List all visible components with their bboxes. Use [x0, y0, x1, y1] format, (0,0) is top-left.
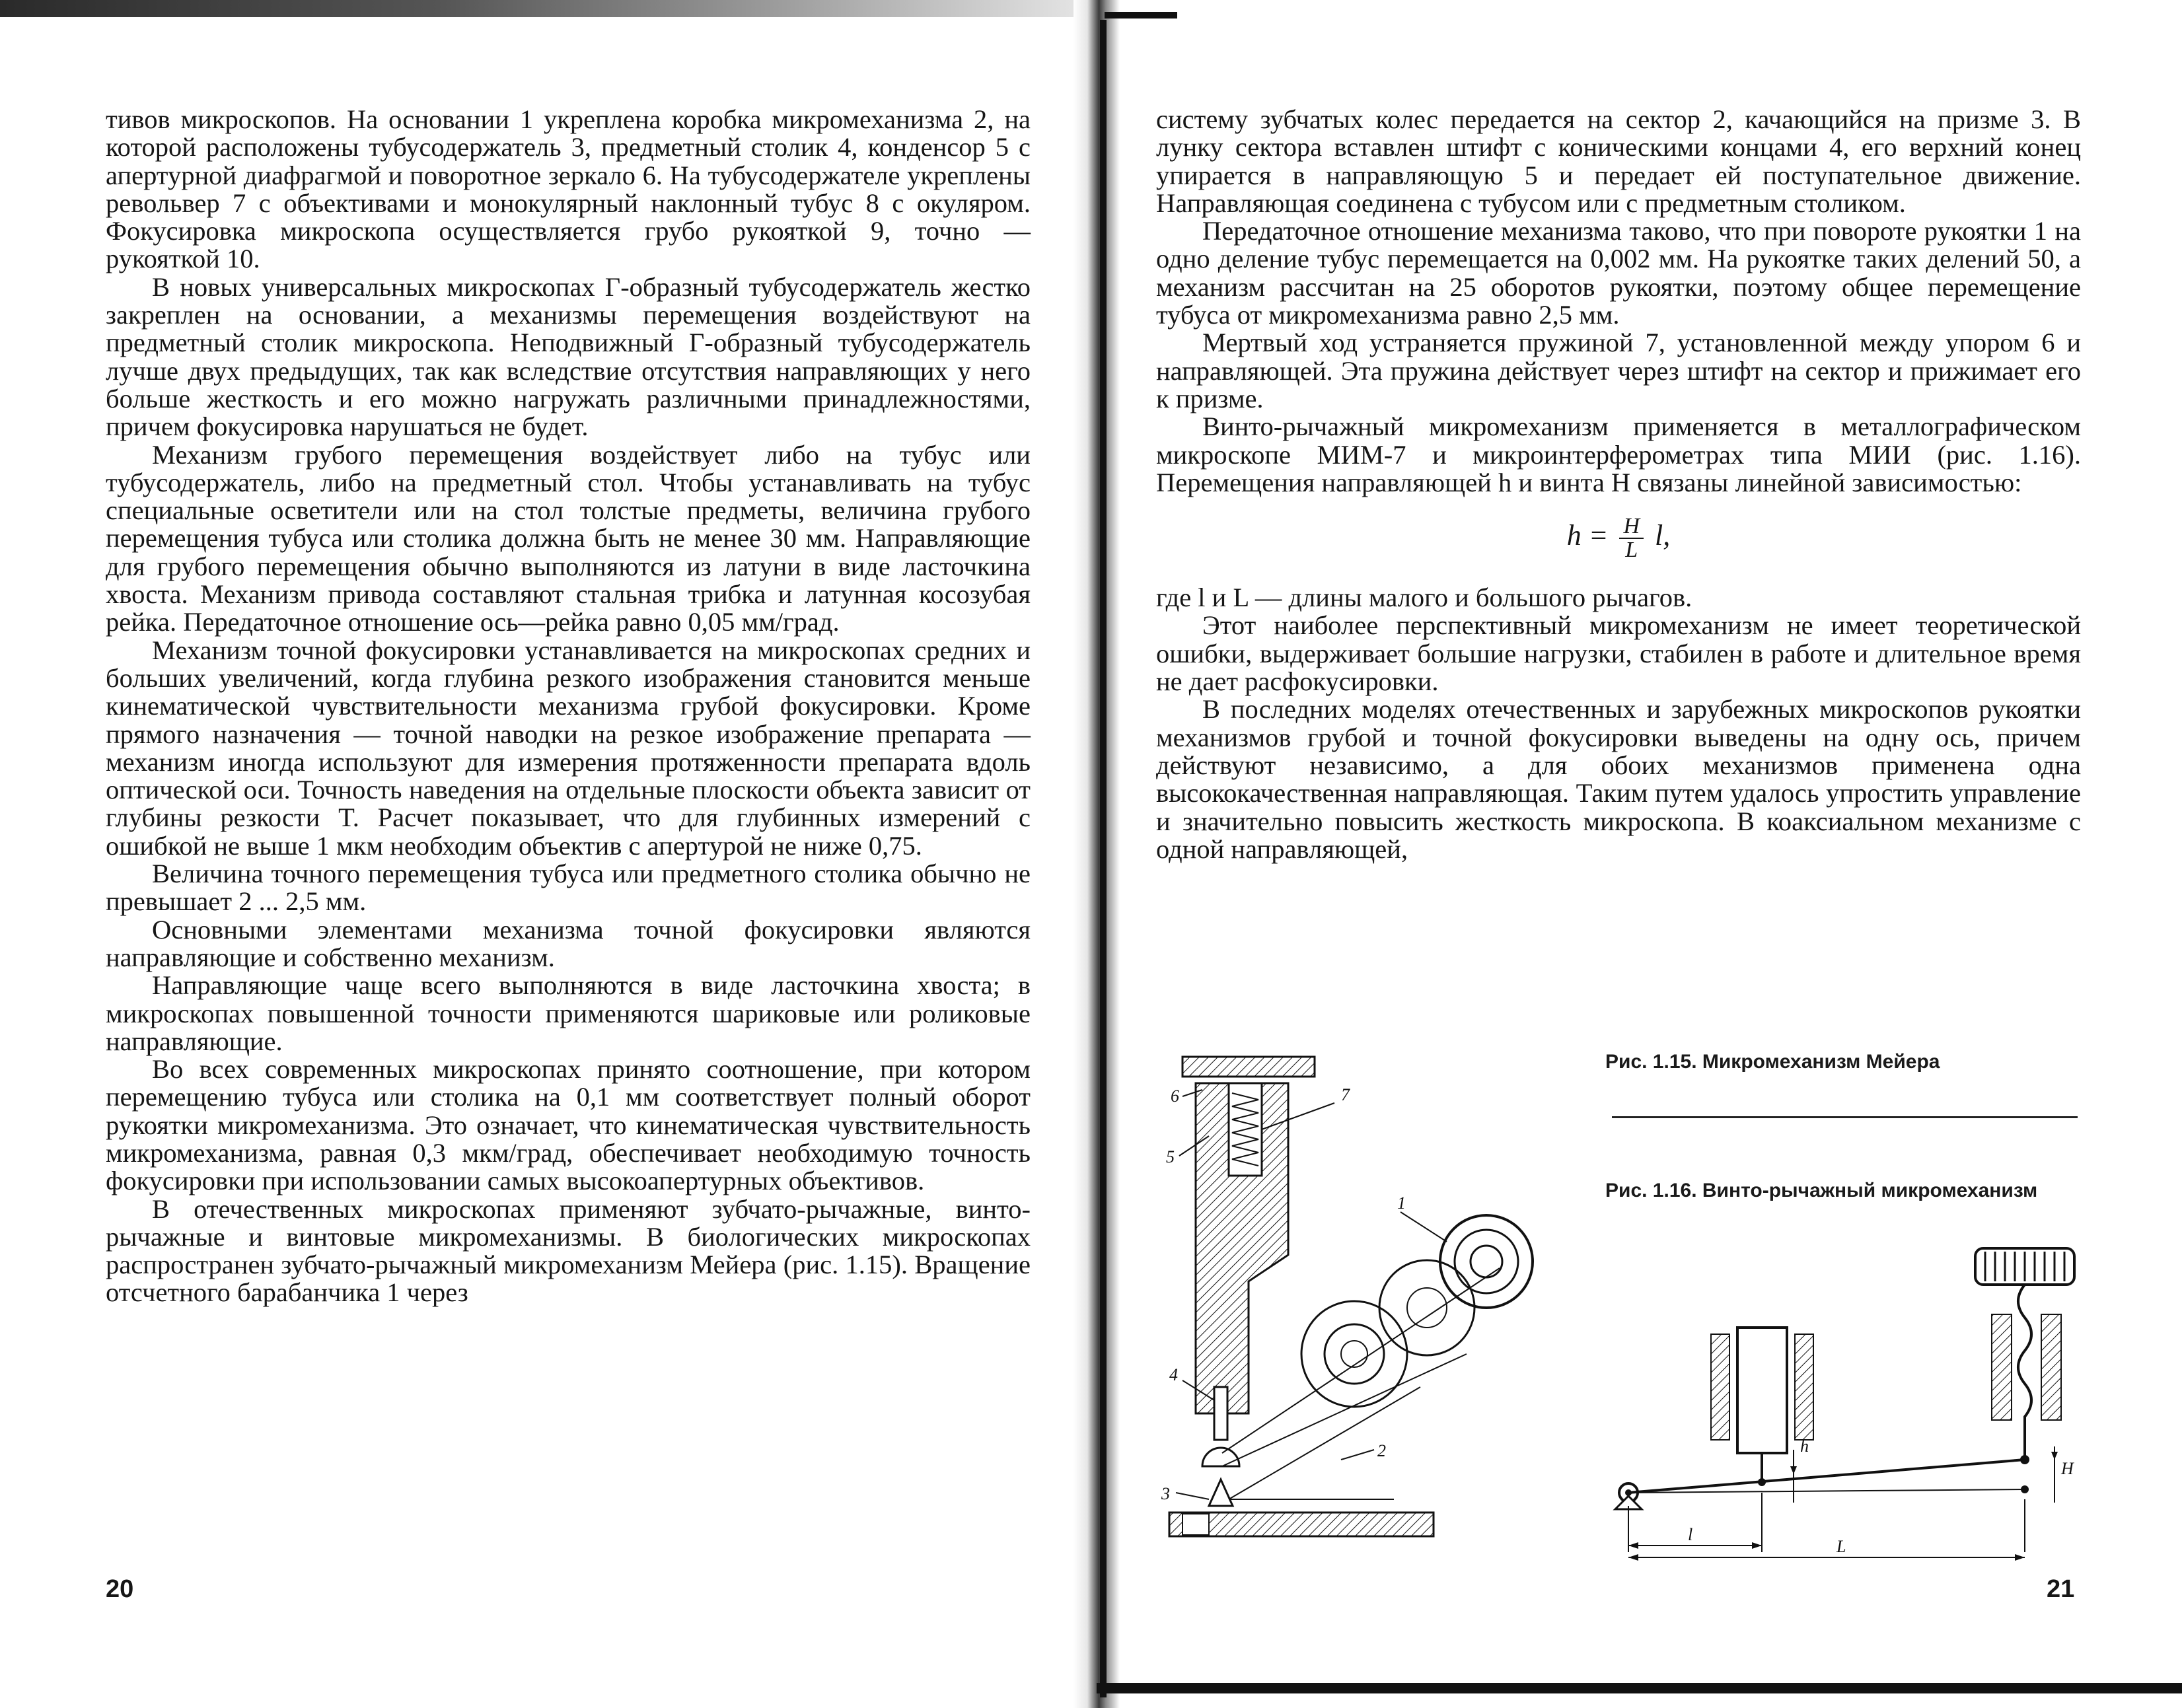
formula-numerator: H: [1619, 515, 1644, 539]
guide: [1737, 1328, 1787, 1453]
fig-label: 3: [1161, 1484, 1170, 1503]
figure-meyer-micromechanism: [1156, 1044, 1566, 1572]
figure-caption-1-15: Рис. 1.15. Микромеханизм Мейера: [1605, 1051, 1940, 1073]
book-gutter: [1073, 0, 1120, 1708]
page-number-right: 21: [2047, 1575, 2075, 1603]
gear: [1301, 1301, 1407, 1407]
scan-edge-strip: [0, 0, 1097, 17]
paragraph: Основными элементами механизма точной фокусировки являются направляющие и собственно механизм.: [106, 914, 1031, 972]
conical-pin: [1214, 1387, 1227, 1440]
paragraph: Направляющие чаще всего выполняются в виде ласточкина хвоста; в микроскопах повышенной точности применяются шариковые или роликовые направляющие.: [106, 970, 1031, 1056]
gear: [1379, 1260, 1474, 1355]
paragraph: В новых универсальных микроскопах Г-образный тубусодержатель жестко закреплен на основании, а механизмы перемещения воздействуют на предметный столик микроскопа. Неподвижный Г-образный тубусодержатель лучше двух предыдущих, так как вследствие отсутствия направляющих у него больше жесткость и его можно нагружать различными принадлежностями, причем фокусировка нарушаться не будет.: [106, 271, 1031, 442]
paragraph: В отечественных микроскопах применяют зубчато-рычажные, винто-рычажные и винтовые микромеханизмы. В биологических микроскопах распространен зубчато-рычажный микромеханизм Мейера (рис. 1.15). Вращение отсчетного барабанчика 1 через: [106, 1193, 1031, 1308]
scan-artifact-bottom: [1097, 1683, 2182, 1693]
formula-lhs: h =: [1566, 519, 1609, 552]
top-stop-plate: [1182, 1057, 1315, 1077]
paragraph: Механизм грубого перемещения воздействует либо на тубус или тубусодержатель, либо на предметный стол. Чтобы устанавливать на тубус специальные осветители или на стол толстые предметы, величина грубого перемещения тубуса или столика должна быть не менее 30 мм. Направляющие для грубого перемещения обычно выполняются из латуни в виде ласточкина хвоста. Механизм привода составляют стальная трибка и латунная косозубая рейка. Передаточное отношение ось—рейка равно 0,05 мм/град.: [106, 439, 1031, 637]
formula-rhs: l,: [1655, 519, 1671, 552]
paragraph: Передаточное отношение механизма таково, что при повороте рукоятки 1 на одно деление тубус перемещается на 0,002 мм. На рукоятке таких делений 50, а механизм рассчитан на 25 оборотов рукоятки, поэтому общее перемещение тубуса от микромеханизма равно 2,5 мм.: [1156, 216, 2081, 330]
paragraph: систему зубчатых колес передается на сектор 2, качающийся на призме 3. В лунку сектора вставлен штифт с коническими концами 4, его верхний конец упирается в направляющую 5 и передает ей поступательное движение. Направляющая соединена с тубусом или с предметным столиком.: [1156, 104, 2081, 218]
lever: [1628, 1460, 2025, 1493]
paragraph: тивов микроскопов. На основании 1 укреплена коробка микромеханизма 2, на которой расположены тубусодержатель 3, предметный столик 4, конденсор 5 с апертурной диафрагмой и поворотное зеркало 6. На тубусодержателе укреплены револьвер 7 с объективами и монокулярный наклонный тубус 8 с окуляром. Фокусировка микроскопа осуществляется грубо рукояткой 9, точно — рукояткой 10.: [106, 104, 1031, 274]
left-page: [106, 106, 1031, 1307]
paragraph: Винто-рычажный микромеханизм применяется в металлографическом микроскопе МИМ-7 и микроинтерферометрах типа МИИ (рис. 1.16). Перемещения направляющей h и винта H связаны линейной зависимостью:: [1156, 411, 2081, 497]
figure-caption-1-16: Рис. 1.16. Винто-рычажный микромеханизм: [1605, 1180, 2038, 1201]
figure-screw-lever-micromechanism: [1599, 1242, 2101, 1585]
fig-label: H: [2061, 1459, 2074, 1478]
fig-label: h: [1800, 1437, 1809, 1456]
paragraph: Во всех современных микроскопах принято соотношение, при котором перемещению тубуса или столика на 0,1 мм соответствует полный оборот рукоятки микромеханизма. Это означает, что кинематическая чувствительность микромеханизма, равная 0,3 мкм/град, обеспечивает необходимую точность фокусировки при использовании самых высокоапертурных объективов.: [106, 1054, 1031, 1196]
screw: [2018, 1285, 2031, 1460]
page-number-left: 20: [106, 1575, 134, 1603]
fig-label: 2: [1377, 1441, 1386, 1460]
paragraph: где l и L — длины малого и большого рычагов.: [1156, 583, 1692, 613]
fig-label: 7: [1341, 1085, 1350, 1104]
formula: [1156, 515, 2081, 561]
fig-label: L: [1837, 1537, 1846, 1556]
fig-label: 6: [1171, 1086, 1179, 1106]
paragraph: В последних моделях отечественных и зарубежных микроскопов рукоятки механизмов грубой и точной фокусировки выведены на одну ось, причем действуют независимо, а для обоих механизмов применена одна высококачественная направляющая. Таким путем удалось упростить управление и значительно повысить жесткость микроскопа. В коаксиальном механизме с одной направляющей,: [1156, 694, 2081, 864]
prism: [1209, 1479, 1233, 1506]
formula-fraction: [1619, 515, 1644, 561]
right-page: [1156, 106, 2081, 863]
paragraph: Величина точного перемещения тубуса или предметного столика обычно не превышает 2 ... 2,5 мм.: [106, 859, 1031, 917]
fig-label: l: [1688, 1525, 1693, 1544]
fig-label: 5: [1166, 1147, 1175, 1166]
fig-label: 1: [1397, 1193, 1406, 1213]
caption-rule: [1612, 1116, 2078, 1118]
paragraph: Мертвый ход устраняется пружиной 7, установленной между упором 6 и направляющей. Эта пружина действует через штифт на сектор и прижимает его к призме.: [1156, 328, 2081, 413]
formula-denominator: L: [1625, 538, 1638, 563]
paragraph: Механизм точной фокусировки устанавливается на микроскопах средних и больших увеличений, когда глубина резкого изображения становится меньше кинематической чувствительности механизма грубой фокусировки. Кроме прямого назначения — точной наводки на резкое изображение препарата — механизм иногда используют для измерения протяженности препарата вдоль оптической оси. Точность наведения на отдельные плоскости объекта зависит от глубины резкости T. Расчет показывает, что для глубинных измерений с ошибкой не выше 1 мкм необходим объектив с апертурой не ниже 0,75.: [106, 635, 1031, 861]
paragraph: Этот наиболее перспективный микромеханизм не имеет теоретической ошибки, выдерживает большие нагрузки, стабилен в работе и длительное время не дает расфокусировки.: [1156, 610, 2081, 697]
gutter-shadow-line: [1100, 20, 1107, 1697]
fig-label: 4: [1169, 1365, 1178, 1384]
scan-artifact-top: [1105, 12, 1177, 18]
